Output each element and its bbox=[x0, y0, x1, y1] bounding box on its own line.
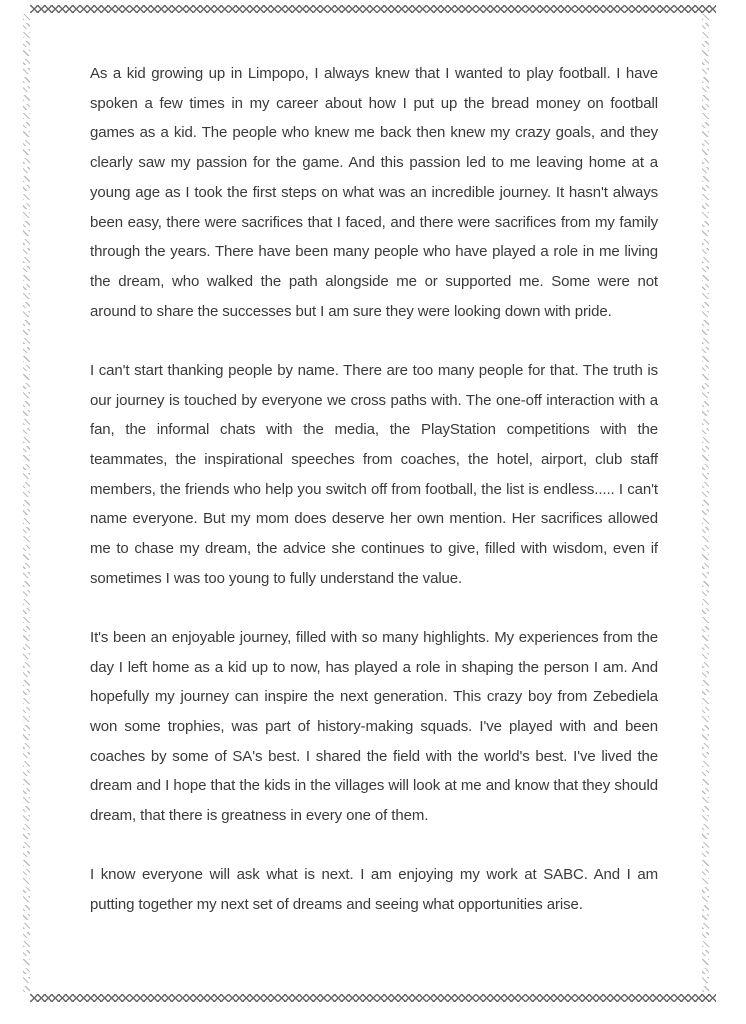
paragraph-whats-next: I know everyone will ask what is next. I am enjoying my work at SABC. And I am putting together my next set of dreams and seeing what opportunities arise. bbox=[90, 866, 658, 914]
paragraph-intro: As a kid growing up in Limpopo, I always knew that I wanted to play football. I have spoken a few times in my career about how I put up the bread money on football games as a kid. The people who knew me back then knew my crazy goals, and they clearly saw my passion for the game. And this passion led to me leaving home at a young age as I took the first steps on what was an incredible journey. It hasn't always been easy, there were sacrifices that I faced, and there were sacrifices from my family through the years. There have been many people who have played a role in me living the dream, who walked the path alongside me or supported me. Some were not around to share the successes but I am sure they were looking down with pride. bbox=[90, 65, 658, 320]
decorative-zigzag-border-top bbox=[30, 5, 716, 13]
paragraph-journey: It's been an enjoyable journey, filled with so many highlights. My experiences from the day I left home as a kid up to now, has played a role in shaping the person I am. And hopefully my journey can inspire the next generation. This crazy boy from Zebediela won some trophies, was part of history-making squads. I've played with and been coaches by some of SA's best. I shared the field with the world's best. I've lived the dream and I hope that the kids in the villages will look at me and know that they should dream, that there is greatness in every one of them. bbox=[90, 628, 658, 825]
letter-body bbox=[90, 59, 658, 920]
decorative-border-left bbox=[23, 14, 30, 992]
decorative-border-right bbox=[702, 14, 709, 992]
paragraph-thanks: I can't start thanking people by name. There are too many people for that. The truth is our journey is touched by everyone we cross paths with. The one-off interaction with a fan, the informal chats with the media, the PlayStation competitions with the teammates, the inspirational speeches from coaches, the hotel, airport, club staff members, the friends who help you switch off from football, the list is endless..... I can't name everyone. But my mom does deserve her own mention. Her sacrifices allowed me to chase my dream, the advice she continues to give, filled with wisdom, even if sometimes I was too young to fully understand the value. bbox=[90, 361, 658, 587]
decorative-zigzag-border-bottom bbox=[30, 994, 716, 1002]
